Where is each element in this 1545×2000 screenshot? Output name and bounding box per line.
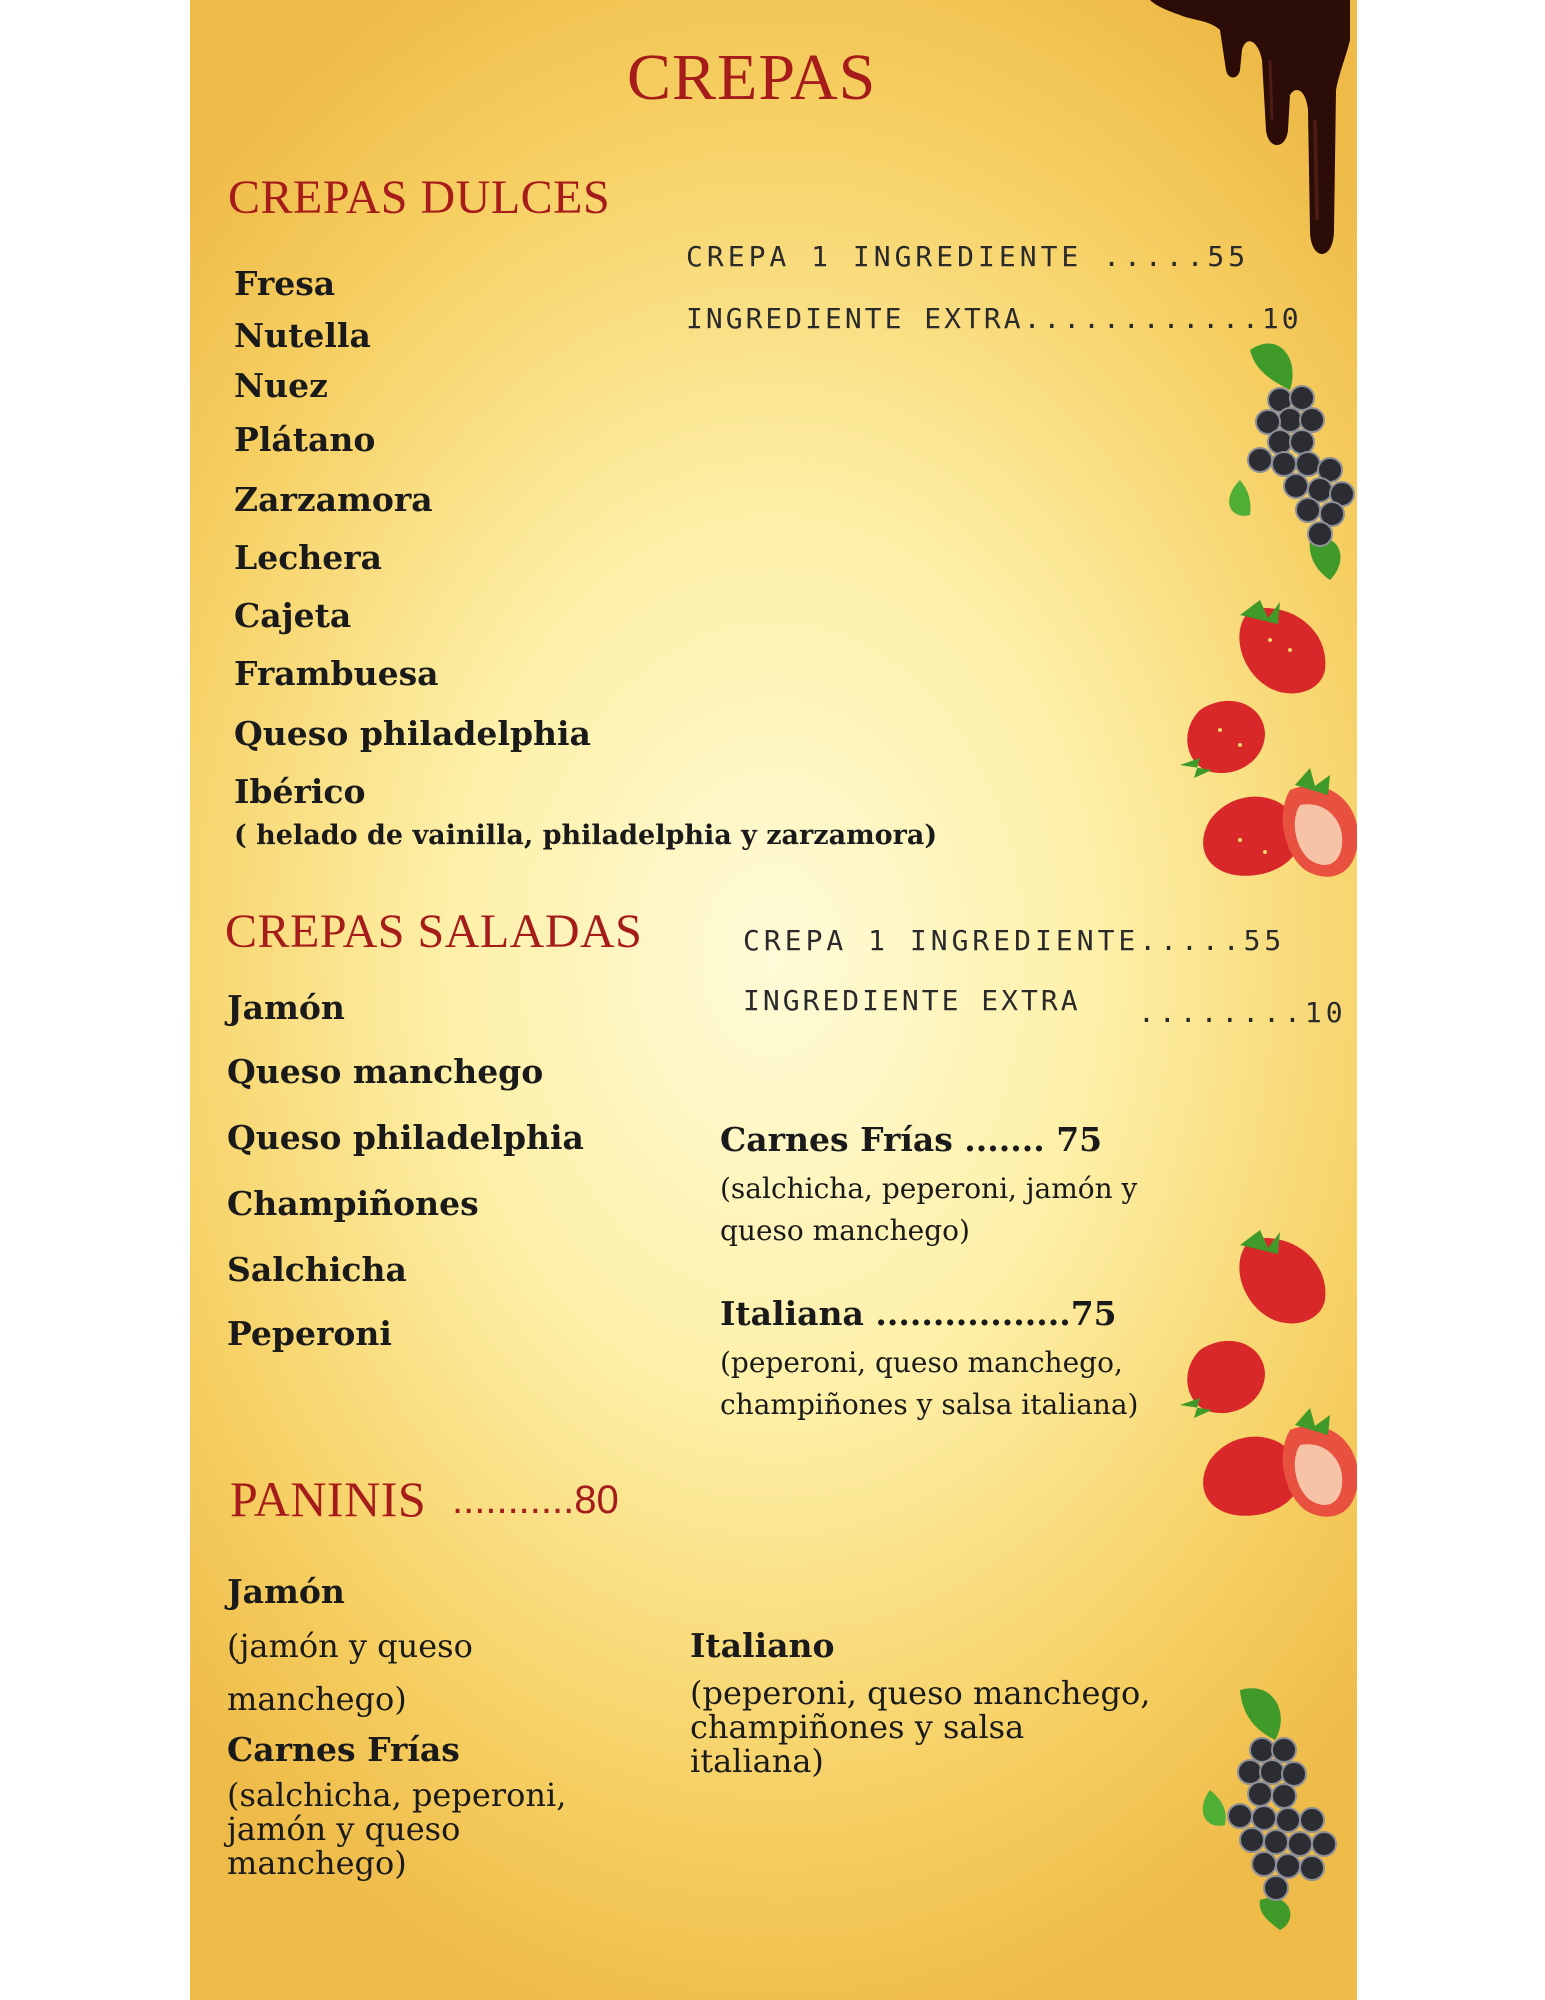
panini-description: (jamón y queso (227, 1627, 473, 1665)
iberico-description: ( helado de vainilla, philadelphia y zarzamora) (234, 820, 938, 851)
paninis-price: ...........80 (452, 1478, 619, 1522)
strawberry-icon (1180, 1220, 1357, 1530)
special-name: Italiana .................75 (720, 1294, 1117, 1333)
panini-description: manchego) (227, 1844, 407, 1882)
list-item: Cajeta (234, 596, 352, 635)
panini-description: manchego) (227, 1680, 407, 1718)
page-title: CREPAS (627, 41, 877, 114)
special-description: (peperoni, queso manchego, (720, 1346, 1123, 1379)
dulces-price-extra: INGREDIENTE EXTRA............10 (686, 302, 1302, 335)
section-title-dulces: CREPAS DULCES (228, 171, 611, 224)
list-item: Zarzamora (234, 480, 433, 519)
blackberry-icon (1200, 1680, 1350, 1930)
menu-page (190, 0, 1357, 2000)
list-item: Salchicha (227, 1250, 407, 1289)
panini-description: italiana) (690, 1742, 824, 1780)
list-item: Champiñones (227, 1184, 479, 1223)
saladas-price-crepa: CREPA 1 INGREDIENTE.....55 (743, 924, 1286, 957)
special-description: queso manchego) (720, 1214, 970, 1247)
section-title-paninis: PANINIS (230, 1471, 427, 1527)
strawberry-icon (1180, 590, 1357, 890)
saladas-price-extra-value: ........10 (1138, 996, 1347, 1029)
saladas-price-extra-label: INGREDIENTE EXTRA (743, 984, 1081, 1017)
special-name: Carnes Frías ....... 75 (720, 1120, 1103, 1159)
list-item: Frambuesa (234, 654, 439, 693)
list-item: Nuez (234, 366, 328, 405)
list-item: Queso manchego (227, 1052, 544, 1091)
list-item: Queso philadelphia (227, 1118, 584, 1157)
panini-description: jamón y queso (227, 1810, 461, 1848)
chocolate-drip-icon (1150, 0, 1350, 280)
panini-name: Jamón (227, 1572, 345, 1611)
list-item: Peperoni (227, 1314, 392, 1353)
list-item: Queso philadelphia (234, 714, 591, 753)
list-item: Ibérico (234, 772, 366, 811)
panini-description: (salchicha, peperoni, (227, 1776, 567, 1814)
panini-name: Carnes Frías (227, 1730, 460, 1769)
list-item: Fresa (234, 264, 336, 303)
panini-name: Italiano (690, 1626, 835, 1665)
special-description: (salchicha, peperoni, jamón y (720, 1172, 1138, 1205)
panini-description: (peperoni, queso manchego, (690, 1674, 1151, 1712)
list-item: Nutella (234, 316, 371, 355)
special-description: champiñones y salsa italiana) (720, 1388, 1139, 1421)
blackberry-icon (1220, 330, 1357, 580)
dulces-price-crepa: CREPA 1 INGREDIENTE .....55 (686, 240, 1250, 273)
section-title-saladas: CREPAS SALADAS (225, 905, 643, 958)
list-item: Plátano (234, 420, 376, 459)
panini-description: champiñones y salsa (690, 1708, 1025, 1746)
list-item: Lechera (234, 538, 383, 577)
list-item: Jamón (227, 988, 345, 1027)
